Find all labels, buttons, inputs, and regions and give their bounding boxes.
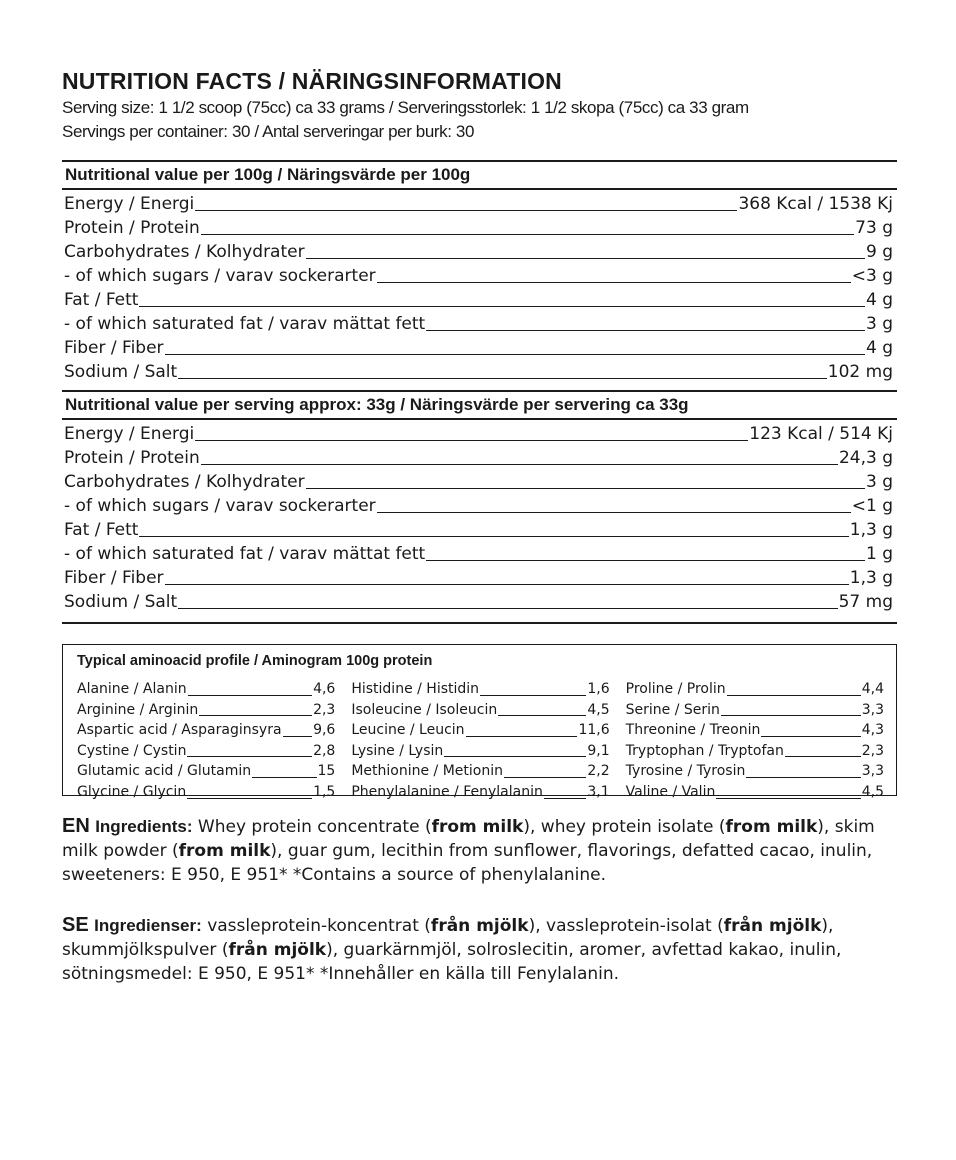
nutrient-label: Tryptophan / Tryptofan (625, 742, 784, 759)
nutrient-row (64, 336, 893, 360)
nutrient-label: Fat / Fett (64, 520, 139, 540)
nutrient-value: 4,4 (861, 681, 884, 697)
amino-acid-title: Typical aminoacid profile / Aminogram 100g protein (77, 653, 433, 669)
nutrient-row (64, 566, 893, 590)
leader-line (139, 536, 848, 537)
leader-line (178, 378, 827, 379)
nutrient-row (64, 590, 893, 614)
nutrient-value: 2,3 (313, 701, 336, 718)
nutrient-value: 3,3 (861, 763, 884, 780)
nutrient-value: 1,3 g (849, 568, 893, 588)
nutrient-label: Alanine / Alanin (77, 681, 187, 697)
nutrient-label: Protein / Protein (64, 448, 200, 468)
leader-line (498, 715, 586, 716)
nutrient-value: 4 g (865, 338, 893, 358)
nutrient-value: 102 mg (827, 362, 893, 382)
nutrient-value: 9,1 (587, 742, 610, 759)
nutrient-label: Carbohydrates / Kolhydrater (64, 472, 305, 492)
ingredients-text: ), guar gum, lecithin from sunflower, flavorings, defatted cacao, inulin, sweeteners: E 950, E 951* *Contains a source of phenylalanine. (62, 841, 873, 885)
allergen-text: från mjölk (430, 916, 529, 936)
nutrient-label: Proline / Prolin (625, 681, 726, 697)
per-100g-section (62, 160, 897, 390)
nutrient-label: Fiber / Fiber (64, 338, 164, 358)
language-code-se: SE (62, 914, 89, 936)
nutrient-value: 3,1 (587, 783, 610, 800)
leader-line (504, 777, 586, 778)
leader-line (165, 584, 849, 585)
ingredients-text: ), guarkärnmjöl, solroslecitin, aromer, avfettad kakao, inulin, sötningsmedel: E 950, E 951* *Innehåller en källa till Fenylalanin. (62, 940, 842, 984)
amino-row (351, 679, 609, 700)
nutrient-label: - of which saturated fat / varav mättat fett (64, 314, 426, 334)
nutrient-label: Threonine / Treonin (625, 722, 761, 739)
nutrient-value: 1,5 (313, 783, 336, 800)
ingredients-text: ), vassleprotein-isolat ( (528, 916, 724, 936)
amino-row (351, 761, 609, 782)
nutrient-value: 368 Kcal / 1538 Kj (738, 194, 893, 214)
nutrient-value: 73 g (855, 218, 893, 238)
nutrient-value: 3 g (865, 314, 893, 334)
nutrient-row (64, 240, 893, 264)
leader-line (195, 210, 737, 211)
amino-row (626, 679, 884, 700)
leader-line (727, 695, 861, 696)
ingredients-text: Whey protein concentrate ( (192, 817, 432, 837)
leader-line (139, 306, 865, 307)
leader-line (199, 715, 312, 716)
nutrient-value: 123 Kcal / 514 Kj (749, 424, 893, 444)
nutrient-label: Arginine / Arginin (77, 701, 199, 718)
nutrient-row (64, 360, 893, 384)
language-code-en: EN (62, 815, 90, 837)
ingredients-text: vassleprotein-koncentrat ( (201, 916, 431, 936)
nutrient-label: - of which saturated fat / varav mättat fett (64, 544, 426, 564)
nutrient-row (64, 422, 893, 446)
leader-line (178, 608, 837, 609)
leader-line (306, 488, 865, 489)
page-title: NUTRITION FACTS / NÄRINGSINFORMATION (62, 68, 562, 94)
amino-row (351, 700, 609, 721)
leader-line (466, 736, 578, 737)
nutrient-label: Energy / Energi (64, 424, 195, 444)
nutrient-value: 3,3 (861, 701, 884, 718)
servings-per-container: Servings per container: 30 / Antal serveringar per burk: 30 (62, 122, 475, 141)
nutrient-value: 3 g (865, 472, 893, 492)
nutrient-row (64, 264, 893, 288)
leader-line (252, 777, 316, 778)
ingredients-se (62, 913, 897, 986)
nutrient-label: Histidine / Histidin (351, 681, 480, 697)
amino-row (626, 720, 884, 741)
allergen-text: from milk (431, 817, 524, 837)
nutrient-row (64, 192, 893, 216)
per-serving-heading: Nutritional value per serving approx: 33g / Näringsvärde per servering ca 33g (62, 392, 897, 420)
leader-line (187, 756, 312, 757)
nutrient-value: 1 g (865, 544, 893, 564)
nutrient-value: 4 g (865, 290, 893, 310)
amino-row (77, 741, 335, 762)
nutrient-label: Valine / Valin (625, 783, 716, 800)
leader-line (544, 798, 587, 799)
leader-line (195, 440, 748, 441)
nutrient-label: Phenylalanine / Fenylalanin (351, 783, 543, 800)
ingredients-text: ), whey protein isolate ( (523, 817, 726, 837)
nutrient-label: Energy / Energi (64, 194, 195, 214)
nutrient-value: 2,8 (313, 742, 336, 759)
nutrient-label: Lysine / Lysin (351, 742, 444, 759)
amino-column-2 (351, 679, 609, 803)
amino-acid-profile-box (62, 644, 897, 800)
leader-line (188, 695, 312, 696)
leader-line (746, 777, 860, 778)
amino-row (626, 700, 884, 721)
leader-line (187, 798, 312, 799)
leader-line (480, 695, 586, 696)
nutrient-label: Leucine / Leucin (351, 722, 465, 739)
nutrient-value: 15 (317, 763, 336, 780)
ingredients-text: ), skim milk powder ( (62, 817, 875, 861)
nutrient-value: 11,6 (578, 722, 610, 739)
nutrient-row (64, 518, 893, 542)
leader-line (444, 756, 586, 757)
nutrient-value: <1 g (851, 496, 893, 516)
nutrient-value: 57 mg (838, 592, 893, 612)
nutrient-label: Carbohydrates / Kolhydrater (64, 242, 305, 262)
nutrient-label: Fat / Fett (64, 290, 139, 310)
leader-line (721, 715, 861, 716)
amino-row (351, 741, 609, 762)
amino-column-3 (626, 679, 884, 803)
ingredients-heading-se: Ingredienser: (94, 916, 202, 935)
nutrient-value: 9 g (865, 242, 893, 262)
leader-line (377, 512, 851, 513)
nutrient-label: Sodium / Salt (64, 592, 178, 612)
nutrient-value: 9,6 (313, 722, 336, 739)
leader-line (201, 464, 838, 465)
amino-acid-columns (77, 679, 884, 803)
nutrient-label: Serine / Serin (625, 701, 720, 718)
amino-column-1 (77, 679, 335, 803)
leader-line (785, 756, 861, 757)
nutrient-row (64, 542, 893, 566)
leader-line (426, 560, 865, 561)
amino-row (351, 720, 609, 741)
leader-line (283, 736, 313, 737)
nutrient-label: Isoleucine / Isoleucin (351, 701, 498, 718)
nutrient-row (64, 216, 893, 240)
nutrient-label: Tyrosine / Tyrosin (625, 763, 746, 780)
amino-row (77, 782, 335, 803)
leader-line (306, 258, 865, 259)
ingredients-en (62, 814, 897, 887)
amino-row (77, 720, 335, 741)
amino-row (626, 782, 884, 803)
nutrient-row (64, 470, 893, 494)
leader-line (716, 798, 860, 799)
nutrient-label: Fiber / Fiber (64, 568, 164, 588)
ingredients-text: ), skummjölkspulver ( (62, 916, 834, 960)
ingredients-heading-en: Ingredients: (95, 817, 193, 836)
leader-line (165, 354, 865, 355)
nutrient-value: 24,3 g (838, 448, 893, 468)
per-serving-rows (62, 420, 897, 624)
amino-row (77, 679, 335, 700)
allergen-text: from milk (178, 841, 271, 861)
per-100g-rows (62, 190, 897, 390)
amino-row (77, 700, 335, 721)
nutrient-value: <3 g (851, 266, 893, 286)
nutrient-label: Aspartic acid / Asparaginsyra (77, 722, 282, 739)
nutrient-label: Glutamic acid / Glutamin (77, 763, 252, 780)
nutrient-row (64, 288, 893, 312)
nutrient-value: 4,5 (861, 783, 884, 800)
amino-row (77, 761, 335, 782)
nutrient-label: Protein / Protein (64, 218, 200, 238)
nutrient-value: 4,5 (587, 701, 610, 718)
nutrition-label (62, 66, 897, 986)
nutrient-row (64, 446, 893, 470)
nutrient-value: 2,3 (861, 742, 884, 759)
nutrient-row (64, 494, 893, 518)
allergen-text: från mjölk (228, 940, 327, 960)
nutrient-value: 4,3 (861, 722, 884, 739)
nutrient-value: 4,6 (313, 681, 336, 697)
amino-row (626, 761, 884, 782)
nutrient-label: Glycine / Glycin (77, 783, 187, 800)
nutrient-label: Methionine / Metionin (351, 763, 503, 780)
nutrient-label: Sodium / Salt (64, 362, 178, 382)
serving-size: Serving size: 1 1/2 scoop (75cc) ca 33 grams / Serveringsstorlek: 1 1/2 skopa (75cc) ca 33 gram (62, 98, 749, 117)
nutrient-label: Cystine / Cystin (77, 742, 187, 759)
allergen-text: from milk (725, 817, 818, 837)
leader-line (377, 282, 851, 283)
leader-line (201, 234, 854, 235)
amino-row (626, 741, 884, 762)
nutrient-value: 2,2 (587, 763, 610, 780)
amino-row (351, 782, 609, 803)
nutrient-label: - of which sugars / varav sockerarter (64, 496, 376, 516)
nutrient-value: 1,3 g (849, 520, 893, 540)
nutrient-label: - of which sugars / varav sockerarter (64, 266, 376, 286)
allergen-text: från mjölk (723, 916, 822, 936)
leader-line (761, 736, 860, 737)
per-100g-heading: Nutritional value per 100g / Näringsvärde per 100g (62, 162, 897, 190)
per-serving-section (62, 390, 897, 624)
leader-line (426, 330, 865, 331)
nutrient-row (64, 312, 893, 336)
nutrient-value: 1,6 (587, 681, 610, 697)
